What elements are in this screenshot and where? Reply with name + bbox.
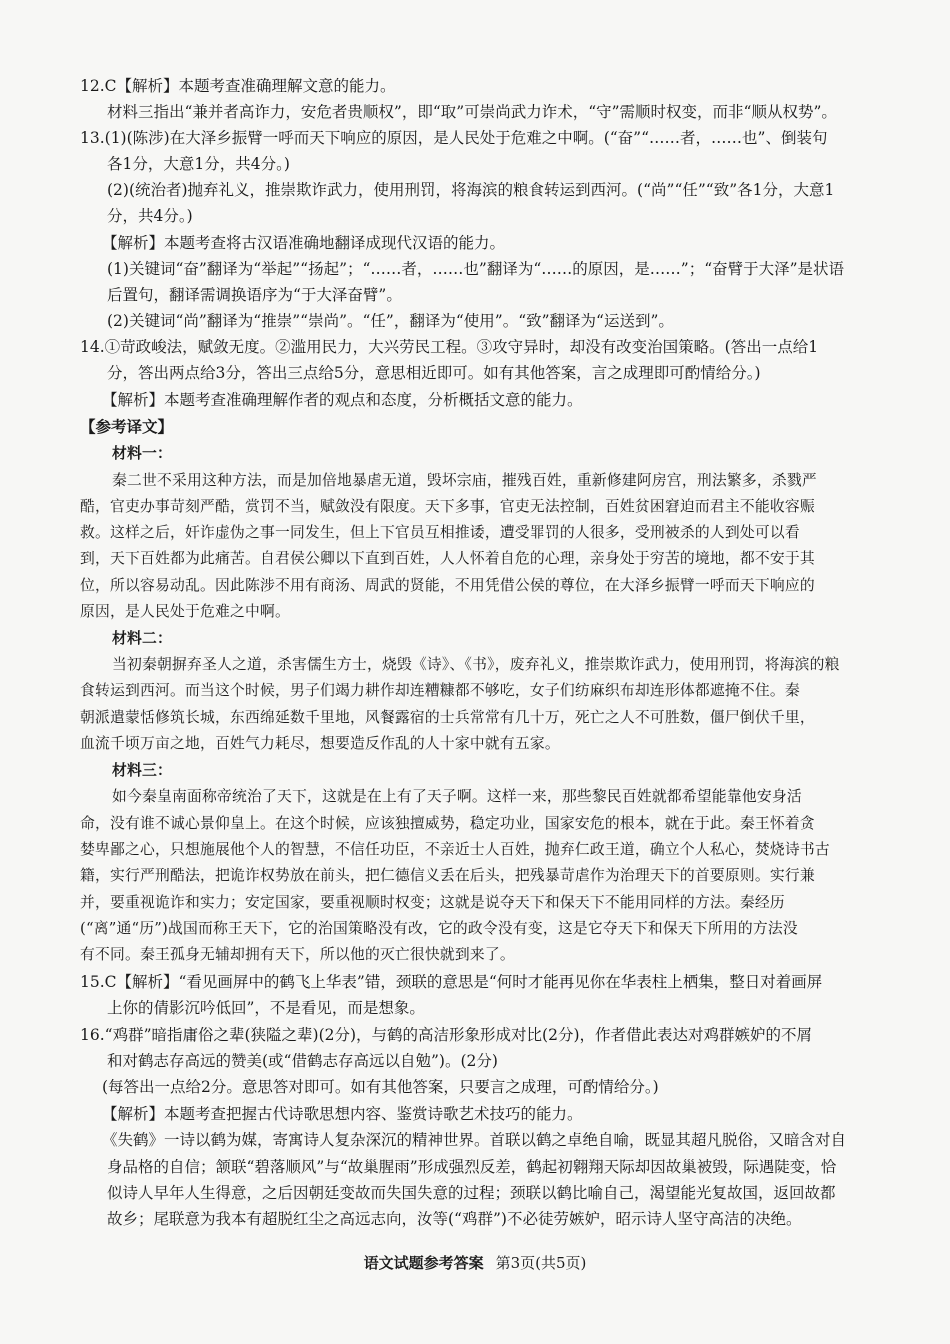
answer-13-line-1: 13.(1)(陈涉)在大泽乡振臂一呼而天下响应的原因，是人民处于危难之中啊。(“奋”“……者，……也”、倒装句	[80, 129, 828, 147]
material-1-line-1: 秦二世不采用这种方法，而是加倍地暴虐无道，毁坏宗庙，摧残百姓，重新修建阿房宫，刑法繁多，杀戮严	[112, 472, 817, 489]
material-2-line-4: 血流千顷万亩之地，百姓气力耗尽，想要造反作乱的人十家中就有五家。	[80, 735, 560, 752]
material-3-line-5: 并，要重视诡诈和实力；安定国家，要重视顺时权变；这就是说夺天下和保天下不能用同样的方法。秦经历	[80, 894, 785, 911]
material-3-line-6: (“离”通“历”)战国而称王天下，它的治国策略没有改，它的政令没有变，这是它夺天下和保天下所用的方法没	[80, 920, 798, 937]
answer-16-line-5: 《失鹤》一诗以鹤为媒，寄寓诗人复杂深沉的精神世界。首联以鹤之卓绝自喻，既显其超凡脱俗，又暗含对自	[102, 1131, 847, 1149]
answer-16-line-1: 16.“鸡群”暗指庸俗之辈(狭隘之辈)(2分)，与鹤的高洁形象形成对比(2分)，作者借此表达对鸡群嫉妒的不屑	[80, 1026, 813, 1044]
answer-13-line-4: 分，共4分。)	[107, 207, 193, 225]
answer-13-line-3: (2)(统治者)抛弃礼义，推崇欺诈武力，使用刑罚，将海滨的粮食转运到西河。(“尚”“任”“致”各1分，大意1	[107, 181, 835, 199]
material-3-line-2: 命，没有谁不诚心景仰皇上。在这个时候，应该独擅威势，稳定功业，国家安危的根本，就在于此。秦王怀着贪	[80, 815, 815, 832]
material-2-line-1: 当初秦朝摒弃圣人之道，杀害儒生方士，烧毁《诗》、《书》，废弃礼义，推崇欺诈武力，使用刑罚，将海滨的粮	[112, 656, 840, 673]
answer-14-line-1: 14.①苛政峻法，赋敛无度。②滥用民力，大兴劳民工程。③攻守异时，却没有改变治国策略。(答出一点给1	[80, 338, 819, 356]
answer-12-line-2: 材料三指出“兼并者高诈力，安危者贵顺权”，即“取”可崇尚武力诈术，“守”需顺时权变，而非“顺从权势”。	[107, 103, 837, 121]
answer-16-analysis: 【解析】本题考查把握古代诗歌思想内容、鉴赏诗歌艺术技巧的能力。	[102, 1105, 583, 1123]
material-2-line-3: 朝派遣蒙恬修筑长城，东西绵延数千里地，风餐露宿的士兵常常有几十万，死亡之人不可胜数，僵尸倒伏千里，	[80, 709, 815, 726]
material-3-line-3: 婪卑鄙之心，只想施展他个人的智慧，不信任功臣，不亲近士人百姓，抛弃仁政王道，确立个人私心，焚烧诗书古	[80, 841, 830, 858]
answer-13-analysis: 【解析】本题考查将古汉语准确地翻译成现代汉语的能力。	[102, 234, 506, 252]
material-3-line-4: 籍，实行严刑酷法，把诡诈权势放在前头，把仁德信义丢在后头，把残暴苛虐作为治理天下的首要原则。实行兼	[80, 867, 815, 884]
answer-13-line-7: 后置句，翻译需调换语序为“于大泽奋臂”。	[107, 286, 402, 304]
material-3-line-7: 有不同。秦王孤身无辅却拥有天下，所以他的灭亡很快就到来了。	[80, 946, 515, 963]
answer-16-line-6: 身品格的自信；颔联“碧落顺风”与“故巢腥雨”形成强烈反差，鹤起初翱翔天际却因故巢被毁，际遇陡变，恰	[107, 1158, 837, 1176]
material-2-line-2: 食转运到西河。而当这个时候，男子们竭力耕作却连糟糠都不够吃，女子们纺麻织布却连形体都遮掩不住。秦	[80, 682, 800, 699]
material-1-line-3: 救。这样之后，奸诈虚伪之事一同发生，但上下官员互相推诿，遭受罪罚的人很多，受刑被杀的人到处可以看	[80, 524, 800, 541]
answer-16-line-7: 似诗人早年人生得意，之后因朝廷变故而失国失意的过程；颈联以鹤比喻自己，渴望能光复故国，返回故都	[107, 1184, 836, 1202]
footer-title: 语文试题参考答案	[363, 1254, 484, 1272]
material-1-line-6: 原因，是人民处于危难之中啊。	[80, 603, 290, 620]
material-1-heading: 材料一：	[112, 445, 172, 462]
answer-16-line-3: (每答出一点给2分。意思答对即可。如有其他答案，只要言之成理，可酌情给分。)	[102, 1078, 659, 1096]
answer-13-line-2: 各1分，大意1分，共4分。)	[107, 155, 290, 173]
material-2-heading: 材料二：	[112, 630, 172, 647]
answer-16-line-8: 故乡；尾联意为我本有超脱红尘之高远志向，汝等(“鸡群”)不必徒劳嫉妒，昭示诗人坚守高洁的决绝。	[107, 1210, 802, 1228]
material-3-heading: 材料三：	[112, 762, 172, 779]
answer-15-line-2: 上你的倩影沉吟低回”，不是看见，而是想象。	[107, 999, 425, 1017]
answer-14-line-2: 分，答出两点给3分，答出三点给5分，意思相近即可。如有其他答案，言之成理即可酌情给分。)	[107, 364, 761, 382]
answer-13-line-6: (1)关键词“奋”翻译为“举起”“扬起”；“……者，……也”翻译为“……的原因，是……”；“奋臂于大泽”是状语	[107, 260, 845, 278]
material-1-line-4: 到，天下百姓都为此痛苦。自君侯公卿以下直到百姓，人人怀着自危的心理，亲身处于穷苦的境地，都不安于其	[80, 550, 815, 567]
translation-heading: 【参考译文】	[80, 417, 174, 436]
answer-16-line-2: 和对鹤志存高远的赞美(或“借鹤志存高远以自勉”)。(2分)	[107, 1052, 498, 1070]
material-1-line-5: 位，所以容易动乱。因此陈涉不用有商汤、周武的贤能，不用凭借公侯的尊位，在大泽乡振臂一呼而天下响应的	[80, 577, 815, 594]
answer-15-line-1: 15.C【解析】“看见画屏中的鹤飞上华表”错，颈联的意思是“何时才能再见你在华表柱上栖集，整日对着画屏	[80, 973, 823, 991]
page-footer	[0, 1253, 950, 1273]
answer-13-line-8: (2)关键词“尚”翻译为“推崇”“崇尚”。“任”，翻译为“使用”。“致”翻译为“运送到”。	[107, 312, 674, 330]
footer-page-number: 第3页(共5页)	[495, 1254, 587, 1272]
answer-12-line-1: 12.C【解析】本题考查准确理解文意的能力。	[80, 77, 396, 95]
answer-14-analysis: 【解析】本题考查准确理解作者的观点和态度，分析概括文意的能力。	[102, 391, 583, 409]
material-1-line-2: 酷，官吏办事苛刻严酷，赏罚不当，赋敛没有限度。天下多事，官吏无法控制，百姓贫困窘迫而君主不能收容赈	[80, 498, 815, 515]
material-3-line-1: 如今秦皇南面称帝统治了天下，这就是在上有了天子啊。这样一来，那些黎民百姓就都希望能靠他安身活	[112, 788, 802, 805]
